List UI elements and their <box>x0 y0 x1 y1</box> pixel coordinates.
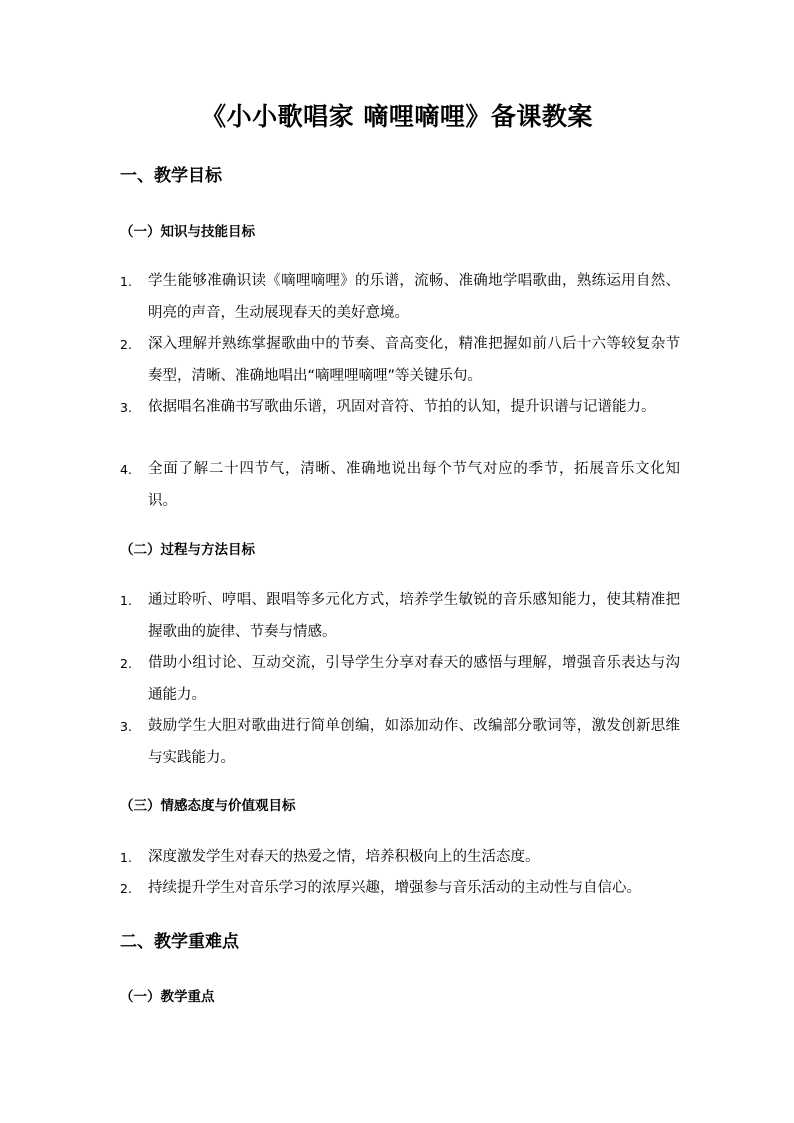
subsection-heading-teaching-focus: （一）教学重点 <box>120 989 215 1005</box>
list-item <box>120 873 680 905</box>
list-item-text: 鼓励学生大胆对歌曲进行简单创编，如添加动作、改编部分歌词等，激发创新思维与实践能力。 <box>148 718 680 766</box>
subsection-heading-emotion-values: （三）情感态度与价值观目标 <box>120 798 296 814</box>
list-item <box>120 392 680 424</box>
list-item <box>120 266 680 329</box>
list-item-text: 全面了解二十四节气，清晰、准确地说出每个节气对应的季节，拓展音乐文化知识。 <box>148 461 680 509</box>
list-item-number: 3. <box>120 400 132 415</box>
list-item-number: 1. <box>120 593 132 608</box>
list-item <box>120 329 680 392</box>
list-item-number: 1. <box>120 850 132 865</box>
subsection-heading-process-methods: （二）过程与方法目标 <box>120 542 255 558</box>
section-heading-teaching-goals: 一、教学目标 <box>120 166 222 186</box>
list-item <box>120 842 680 874</box>
section-heading-key-difficulties: 二、教学重难点 <box>120 932 239 952</box>
list-item-number: 4. <box>120 462 132 477</box>
list-item <box>120 711 680 774</box>
list-item-number: 2. <box>120 337 132 352</box>
list-item-number: 3. <box>120 719 132 734</box>
document-title: 《小小歌唱家 嘀哩嘀哩》备课教案 <box>201 102 593 131</box>
list-item-text: 通过聆听、哼唱、跟唱等多元化方式，培养学生敏锐的音乐感知能力，使其精准把握歌曲的旋律、节奏与情感。 <box>148 592 680 640</box>
list-item-number: 1. <box>120 274 132 289</box>
list-item-text: 学生能够准确识读《嘀哩嘀哩》的乐谱，流畅、准确地学唱歌曲，熟练运用自然、明亮的声音，生动展现春天的美好意境。 <box>148 273 680 321</box>
list-item <box>120 454 680 517</box>
list-item-number: 2. <box>120 656 132 671</box>
list-item-text: 持续提升学生对音乐学习的浓厚兴趣，增强参与音乐活动的主动性与自信心。 <box>148 880 641 896</box>
subsection-heading-knowledge-skills: （一）知识与技能目标 <box>120 224 255 240</box>
list-item-text: 依据唱名准确书写歌曲乐谱，巩固对音符、节拍的认知，提升识谱与记谱能力。 <box>148 399 656 415</box>
list-item-text: 借助小组讨论、互动交流，引导学生分享对春天的感悟与理解，增强音乐表达与沟通能力。 <box>148 655 680 703</box>
list-item-text: 深度激发学生对春天的热爱之情，培养积极向上的生活态度。 <box>148 849 540 865</box>
list-item-number: 2. <box>120 881 132 896</box>
list-item <box>120 585 680 648</box>
list-item-text: 深入理解并熟练掌握歌曲中的节奏、音高变化，精准把握如前八后十六等较复杂节奏型，清晰、准确地唱出“嘀哩哩嘀哩”等关键乐句。 <box>148 336 680 384</box>
list-item <box>120 648 680 711</box>
